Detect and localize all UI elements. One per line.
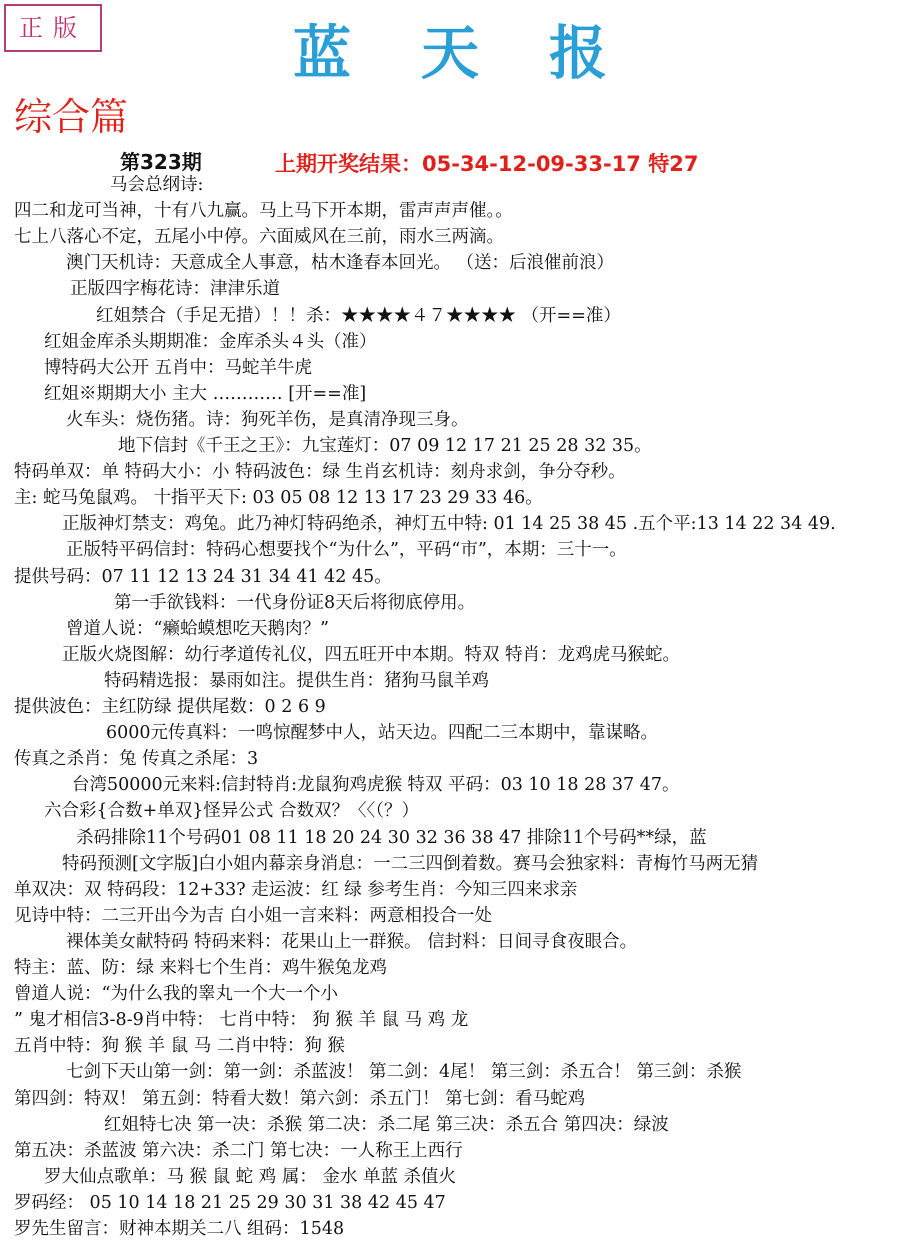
text-line: 马会总纲诗:: [110, 175, 204, 195]
text-line: 红姐※期期大小 主大 ………… [开==准]: [44, 383, 367, 404]
text-line: 罗码经： 05 10 14 18 21 25 29 30 31 38 42 45 47: [14, 1192, 446, 1213]
text-line: 曾道人说：“为什么我的睾丸一个大一个小: [14, 984, 338, 1005]
newspaper-title: 蓝天报: [292, 19, 677, 87]
text-line: 澳门天机诗：天意成全人事意，枯木逢春本回光。 （送：后浪催前浪）: [66, 253, 615, 274]
text-line: 七上八落心不定，五尾小中停。六面威风在三前，雨水三两滴。: [14, 227, 504, 248]
text-line: 传真之杀肖：兔 传真之杀尾：3: [14, 749, 259, 770]
text-line: 特码精选报：暴雨如注。提供生肖：猪狗马鼠羊鸡: [104, 670, 489, 691]
text-line: 特主：蓝、防：绿 来料七个生肖：鸡牛猴兔龙鸡: [14, 958, 388, 978]
text-line: 第五决：杀蓝波 第六决：杀二门 第七决：一人称王上西行: [14, 1140, 463, 1161]
text-line: 正版特平码信封：特码心想要找个“为什么”，平码“市”，本期：三十一。: [66, 540, 627, 561]
text-line: 红姐特七决 第一决：杀猴 第二决：杀二尾 第三决：杀五合 第四决：绿波: [104, 1114, 669, 1135]
text-line: 罗大仙点歌单：马 猴 鼠 蛇 鸡 属： 金水 单蓝 杀值火: [44, 1166, 457, 1187]
text-line: 正版四字梅花诗：津津乐道: [70, 279, 280, 300]
text-line: 六合彩{合数+单双}怪异公式 合数双？〈〈（？）: [44, 801, 419, 822]
text-line: 提供号码：07 11 12 13 24 31 34 41 42 45。: [14, 566, 392, 587]
text-line: 6000元传真料：一鸣惊醒梦中人，站天边。四配二三本期中，靠谋略。: [106, 723, 659, 744]
last-draw-result: 上期开奖结果：05-34-12-09-33-17 特27: [275, 152, 699, 176]
text-line: 罗先生留言：财神本期关二八 组码：1548: [14, 1219, 345, 1239]
text-line: 七剑下天山第一剑：第一剑：杀蓝波！ 第二剑：4尾！ 第三剑：杀五合！ 第三剑：杀猴: [66, 1062, 742, 1083]
text-line: 正版火烧图解：幼行孝道传礼仪，四五旺开中本期。特双 特肖：龙鸡虎马猴蛇。: [62, 644, 681, 665]
text-line: 红姐金库杀头期期准：金库杀头４头（准）: [44, 331, 377, 352]
text-line: 火车头：烧伤猪。诗：狗死羊伤，是真清净现三身。: [66, 409, 469, 430]
text-line: 第一手欲钱料：一代身份证8天后将彻底停用。: [114, 592, 476, 613]
text-line: 五肖中特：狗 猴 羊 鼠 马 二肖中特：狗 猴: [14, 1036, 345, 1057]
text-line: 曾道人说：“癞蛤蟆想吃天鹅肉？”: [66, 618, 329, 639]
authentic-badge: 正版: [4, 4, 102, 52]
text-line: 台湾50000元来料:信封特肖:龙鼠狗鸡虎猴 特双 平码：03 10 18 28 37 47。: [72, 775, 680, 796]
text-line: 见诗中特：二三开出今为吉 白小姐一言来料：两意相投合一处: [14, 905, 493, 926]
text-line: 四二和龙可当神，十有八九赢。马上马下开本期，雷声声声催。。: [14, 201, 513, 222]
text-line: ” 鬼才相信3-8-9肖中特： 七肖中特： 狗 猴 羊 鼠 马 鸡 龙: [14, 1010, 469, 1031]
text-line: 特码单双：单 特码大小：小 特码波色：绿 生肖玄机诗：刻舟求剑，争分夺秒。: [14, 462, 626, 483]
text-line: 地下信封《千王之王》：九宝莲灯：07 09 12 17 21 25 28 32 35。: [118, 436, 652, 456]
text-line: 裸体美女献特码 特码来料：花果山上一群猴。 信封料：日间寻食夜眼合。: [66, 931, 638, 952]
section-title: 综合篇: [14, 95, 129, 139]
text-line: 杀码排除11个号码01 08 11 18 20 24 30 32 36 38 47 排除11个号码**绿，蓝: [76, 827, 707, 848]
text-line: 提供波色：主红防绿 提供尾数：0 2 6 9: [14, 697, 326, 717]
text-line: 特码预测[文字版]白小姐内幕亲身消息：一二三四倒着数。赛马会独家料：青梅竹马两无猜: [62, 853, 759, 874]
issue-number: 第323期: [120, 150, 202, 174]
text-line: 红姐禁合（手足无措）！！杀：★★★★４７★★★★ （开==准）: [96, 305, 621, 326]
text-line: 第四剑：特双！ 第五剑：特看大数！第六剑：杀五门！ 第七剑：看马蛇鸡: [14, 1088, 586, 1109]
text-line: 博特码大公开 五肖中：马蛇羊牛虎: [44, 357, 313, 378]
text-line: 主: 蛇马兔鼠鸡。 十指平天下: 03 05 08 12 13 17 23 29 33 46。: [14, 488, 543, 509]
text-line: 单双决：双 特码段：12+33? 走运波：红 绿 参考生肖：今知三四来求亲: [14, 879, 578, 900]
text-line: 正版神灯禁支：鸡兔。此乃神灯特码绝杀，神灯五中特: 01 14 25 38 45 .五个平:13 14 22 34 49.: [62, 514, 836, 535]
